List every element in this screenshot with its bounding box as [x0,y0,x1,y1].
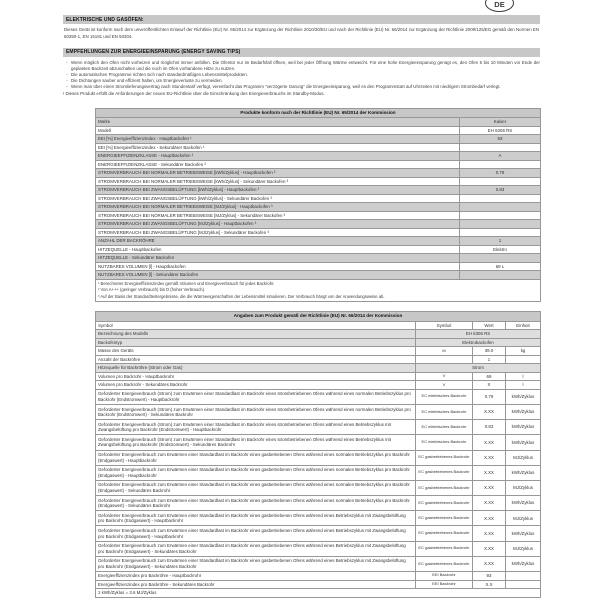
table1-row [96,135,541,144]
table1-label-cell: HITZEQUELLE - Sekundärer Backofen [96,254,460,263]
tip-item [63,60,540,72]
table-eu-65-2014 [95,108,541,302]
table2-label-cell: Geforderter Energieverbrauch (Strom) zum Erwärmen einer Standardlast im Backrohr eines strombetriebenen Ofens während eines normalen Betriebszyklus pro Backrohr (Endstromwert) - Sekundäres Backrohr [96,404,416,419]
table2-span-value-cell: EH 6306 RS [416,330,541,339]
table1-value-cell [460,271,541,280]
table1-value-cell [460,194,541,203]
table2-label-cell: Geforderter Energieverbrauch (Strom) zum Erwärmen einer Standardlast im Backrohr eines strombetriebenen Ofens während eines Betriebszyklus mit Zwangsbelüftung pro Backrohr (Endstromwert) - Hauptbackrohr [96,420,416,435]
table2-symbol-cell: EC gasbetriebenes Backrohr [416,511,473,526]
table2-row [96,381,541,390]
footnote: ³ Auf der Basis der Standardtestergebnisse, die die Wärmeeigenschaften der Lebensmittel simulieren. Der Verbrauch hängt von der Anwendungsweise ab. [98,293,385,299]
table2-unit-cell: MJ/Zyklus [506,450,541,465]
table2-span-value-cell: Elektrobackofen [416,338,541,347]
table2-unit-cell: kWh/Zyklus [506,435,541,450]
table1-value-cell: 93 [460,135,541,144]
table2-value-cell: X.XX [473,556,506,571]
table1-row [96,262,541,271]
table2-value-cell: 69 [473,372,506,381]
table2-row [96,496,541,511]
table2-value-cell: 0.83 [473,420,506,435]
table1-label-cell: STROMVERBRAUCH BEI NORMALER BETRIEBSWEISE [kWh/Zyklus] - Hauptbackofen ³ [96,169,460,178]
table2-label-cell: Volumen pro Backrohr - Hauptbackrohr [96,372,416,381]
standby-note: ! Dieses Produkt erfüllt die Anforderungen der neuen EU-Richtlinie über die Einschränkung des Energieverbrauchs im Standby-Modus. [63,91,325,97]
table2-symbol-cell: EC elektrisches Backrohr [416,435,473,450]
table2-value-cell: X.XX [473,450,506,465]
table1-label-cell: EEI [%] Energieeffizienzindex - Hauptbackofen ¹ [96,135,460,144]
table2-symbol-cell: EC gasbetriebenes Backrohr [416,465,473,480]
section-title-energy-saving-tips: EMPFEHLUNGEN ZUR ENERGIEEINSPARUNG (ENERGY SAVING TIPS) [63,48,540,57]
table1-row [96,169,541,178]
table1-row [96,160,541,169]
table1-row [96,143,541,152]
table1-value-cell [460,228,541,237]
table1-label-cell: ENERGIEEFFIZIENZKLASSE - Hauptbackofen ² [96,152,460,161]
energy-tips-list [63,60,540,90]
table1-value-cell [460,177,541,186]
table2-unit-cell: l [506,372,541,381]
table1-row [96,186,541,195]
table2-symbol-cell: M [416,347,473,356]
table1-row [96,271,541,280]
table2-label-cell: Geforderter Energieverbrauch zum Erwärmen einer Standardlast im Backrohr eines gasbetriebenen Ofens während eines Betriebszyklus mit Zwangsbelüftung pro Backrohr (Endgaswert) - Sekundäres Backrohr [96,541,416,556]
table2-footer-row [96,589,541,598]
table2-row [96,450,541,465]
table1-row [96,237,541,246]
table2-label-cell: Geforderter Energieverbrauch zum Erwärmen einer Standardlast im Backrohr eines gasbetriebenen Ofens während eines normalen Betriebszyklus pro Backrohr (Endgaswert) - Hauptbackrohr [96,450,416,465]
table1-label-cell: STROMVERBRAUCH BEI ZWANGSBELÜFTUNG [MJ/Zyklus] - Sekundärer Backofen ³ [96,228,460,237]
conformity-paragraph: Dieses Gerät ist konform nach dem unveröffentlichten Entwurf der Richtlinie (EU) Nr. 65/2014 zur Ergänzung der Richtlinie 2010/30/EU und nach der Richtlinie (EU) Nr. 66/2014 zur Ergänzung der Richtlinie 2009/125/EG gemäß den Normen EN 60350-1, EN 15181 und EN 50304. [64,27,539,39]
table2-symbol-cell: EC elektrisches Backrohr [416,420,473,435]
table2-value-cell: X.XX [473,511,506,526]
table2-label-cell: Anzahl der Backröhre [96,355,416,364]
table1-label-cell: NUTZBARES VOLUMEN [l] - Sekundärer Backofen [96,271,460,280]
table1-title: Produkte konform nach der Richtlinie (EU) Nr. 65/2014 der Kommission [96,108,541,118]
table1-footnotes-row [96,279,541,301]
table2-label-cell: Geforderter Energieverbrauch zum Erwärmen einer Standardlast im Backrohr eines gasbetriebenen Ofens während eines Betriebszyklus mit Zwangsbelüftung pro Backrohr (Endgaswert) - Hauptbackrohr [96,526,416,541]
table1-value-cell [460,143,541,152]
table2-span-value-cell: Strom [416,364,541,373]
table1-row [96,126,541,135]
table1-value-cell [460,203,541,212]
table2-value-cell: X.XX [473,541,506,556]
table1-label-cell: Marke [96,118,460,127]
table1-body [96,108,541,301]
dash-marker: - [66,72,68,78]
table2-symbol-cell [416,355,473,364]
table2-header-cell: Symbol [96,321,416,330]
table1-label-cell: EEI [%] Energieeffizienzindex - Sekundärer Backofen ¹ [96,143,460,152]
table2-symbol-cell: EC gasbetriebenes Backrohr [416,556,473,571]
dash-marker: - [66,60,68,66]
table2-symbol-cell: EC gasbetriebenes Backrohr [416,450,473,465]
table2-body [96,311,541,597]
table1-label-cell: STROMVERBRAUCH BEI ZWANGSBELÜFTUNG [kWh/Zyklus] - Sekundärer Backofen ³ [96,194,460,203]
table1-label-cell: ENERGIEEFFIZIENZKLASSE - Sekundärer Backofen ² [96,160,460,169]
footnote: ² Von A+++ (geringer Verbrauch) bis D (hoher Verbrauch). [98,287,206,293]
table2-unit-cell: l [506,381,541,390]
table1-row [96,152,541,161]
table2-symbol-cell: EC elektrisches Backrohr [416,389,473,404]
table2-unit-cell: kWh/Zyklus [506,526,541,541]
table1-row [96,254,541,263]
table2-row [96,404,541,419]
table2-unit-cell: kg [506,347,541,356]
table2-value-cell: X.XX [473,404,506,419]
table2-header-cell: Einheit [506,321,541,330]
table2-value-cell: X.XX [473,435,506,450]
table2-label-cell: Bezeichnung des Modells [96,330,416,339]
table2-row [96,580,541,589]
table1-label-cell: Modell [96,126,460,135]
table2-unit-cell [506,355,541,364]
footnote: ¹ Berechneter Energieeffizienzindex gemäß Volumen und Energieverbrauch für jedes Backrohr. [98,280,275,286]
table2-value-cell: X.XX [473,480,506,495]
table2-symbol-cell: EC gasbetriebenes Backrohr [416,526,473,541]
table1-value-cell: 1 [460,237,541,246]
tip-text: Wenn möglich den Ofen nicht vorheizen und möglichst immer anfüllen. Die Ofentür nur im Bedarfsfall öffnen, weil bei jeder Öffnung Wärme entweicht. Für eine hohe Energieeinsparung genügt es, den Ofen 5 bis 10 Minuten vor Ende der geplanten Backzeit abzuschalten und die noch im Ofen vorhandene Hitze zu nutzen. [71,60,540,72]
table2-header-cell: Symbol [416,321,473,330]
table2-value-cell: X.XX [473,465,506,480]
table1-value-cell [460,211,541,220]
table1-value-cell [460,160,541,169]
table1-label-cell: NUTZBARES VOLUMEN [l] - Hauptbackofen [96,262,460,271]
table2-unit-cell: kWh/Zyklus [506,556,541,571]
table2-row [96,435,541,450]
table1-label-cell: ANZAHL DER BACKRÖHRE [96,237,460,246]
language-badge: DE [485,0,514,12]
table2-unit-cell: kWh/Zyklus [506,389,541,404]
table2-label-cell: Backofentyp [96,338,416,347]
table1-value-cell [460,220,541,229]
table2-label-cell: Geforderter Energieverbrauch zum Erwärmen einer Standardlast im Backrohr eines gasbetriebenen Ofens während eines normalen Betriebszyklus pro Backrohr (Endgaswert) - Hauptbackrohr [96,465,416,480]
table2-row [96,364,541,373]
table2-symbol-cell: EC elektrisches Backrohr [416,404,473,419]
table2-unit-cell [506,572,541,581]
table1-footnotes-cell [96,279,541,301]
table2-symbol-cell: EC gasbetriebenes Backrohr [416,480,473,495]
table2-unit-cell: MJ/Zyklus [506,541,541,556]
table1-label-cell: STROMVERBRAUCH BEI ZWANGSBELÜFTUNG [MJ/Zyklus] - Hauptbackofen ³ [96,220,460,229]
table2-title-row [96,311,541,321]
table2-footer-cell: 1 kWh/Zyklus = 3.6 MJ/Zyklus [96,589,541,598]
table2-header-cell: Wert [473,321,506,330]
table2-label-cell: Hitzequelle für Backröhre (Strom oder Gas) [96,364,416,373]
table2-label-cell: Geforderter Energieverbrauch zum Erwärmen einer Standardlast im Backrohr eines gasbetriebenen Ofens während eines Betriebszyklus mit Zwangsbelüftung pro Backrohr (Endgaswert) - Hauptbackrohr [96,511,416,526]
table1-row [96,211,541,220]
table2-row [96,465,541,480]
table1-row [96,177,541,186]
table1-value-cell: 0.83 [460,186,541,195]
table2-unit-cell: kWh/Zyklus [506,465,541,480]
dash-marker: - [66,78,68,83]
table2-value-cell: 93 [473,572,506,581]
tip-item [63,84,540,90]
table1-label-cell: STROMVERBRAUCH BEI ZWANGSBELÜFTUNG [kWh/Zyklus] - Hauptbackofen ³ [96,186,460,195]
table2-unit-cell: MJ/Zyklus [506,480,541,495]
table1-value-cell: Elektro [460,245,541,254]
table1-row [96,194,541,203]
section-title-electric-gas-ovens: ELEKTRISCHE UND GASÖFEN: [63,15,540,24]
tip-text: Die automatischen Programme richten sich nach standardmäßigen Lebensmittelprodukten. [71,72,248,78]
table2-label-cell: Geforderter Energieverbrauch zum Erwärmen einer Standardlast im Backrohr eines gasbetriebenen Ofens während eines normalen Betriebszyklus pro Backrohr (Endgaswert) - Sekundäres Backrohr [96,496,416,511]
dash-marker: - [66,83,68,89]
table1-label-cell: STROMVERBRAUCH BEI NORMALER BETRIEBSWEISE [MJ/Zyklus] - Sekundärer Backofen ³ [96,211,460,220]
table2-value-cell: 39.0 [473,347,506,356]
table2-label-cell: Energieeffizienzindex pro Backröhre - Sekundäres Backrohr [96,580,416,589]
table2-row [96,572,541,581]
table2-value-cell: 1 [473,355,506,364]
table1-row [96,228,541,237]
table1-label-cell: STROMVERBRAUCH BEI NORMALER BETRIEBSWEISE [kWh/Zyklus] - Sekundärer Backofen ³ [96,177,460,186]
table2-value-cell: X.XX [473,526,506,541]
table2-row [96,347,541,356]
table2-row [96,372,541,381]
table2-value-cell: X [473,381,506,390]
table-eu-66-2014 [95,311,541,598]
table2-symbol-cell: EEI Backrohr [416,572,473,581]
table1-title-row [96,108,541,118]
table2-label-cell: Geforderter Energieverbrauch zum Erwärmen einer Standardlast im Backrohr eines gasbetriebenen Ofens während eines normalen Betriebszyklus pro Backrohr (Endgaswert) - Sekundäres Backrohr [96,480,416,495]
table1-label-cell: HITZEQUELLE - Hauptbackofen [96,245,460,254]
table2-row [96,389,541,404]
table1-row [96,203,541,212]
table2-value-cell: X.X [473,580,506,589]
table1-value-cell: Kaiser [460,118,541,127]
table2-symbol-cell: V [416,381,473,390]
table2-label-cell: Geforderter Energieverbrauch zum Erwärmen einer Standardlast im Backrohr eines gasbetriebenen Ofens während eines Betriebszyklus mit Zwangsbelüftung pro Backrohr (Endgaswert) - Sekundäres Backrohr [96,556,416,571]
table2-value-cell: X.XX [473,496,506,511]
table2-label-cell: Geforderter Energieverbrauch (Strom) zum Erwärmen einer Standardlast im Backrohr eines strombetriebenen Ofens während eines normalen Betriebszyklus pro Backrohr (Endstromwert) - Hauptbackrohr [96,389,416,404]
table2-value-cell: 0.79 [473,389,506,404]
table2-row [96,355,541,364]
table1-value-cell: A [460,152,541,161]
table1-label-cell: STROMVERBRAUCH BEI NORMALER BETRIEBSWEISE [MJ/Zyklus] - Hauptbackofen ³ [96,203,460,212]
table2-unit-cell: kWh/Zyklus [506,404,541,419]
table2-label-cell: Volumen pro Backrohr - Sekundäres Backrohr [96,381,416,390]
table2-unit-cell: MJ/Zyklus [506,511,541,526]
table2-symbol-cell: EEI Backrohr [416,580,473,589]
table2-symbol-cell: EC gasbetriebenes Backrohr [416,496,473,511]
table2-row [96,556,541,571]
table2-label-cell: Masse des Geräts [96,347,416,356]
tip-text: Die Dichtungen sauber und effizient halten, um Energieverluste zu vermeiden. [71,78,223,83]
table1-value-cell: EH 6306 RS [460,126,541,135]
table1-value-cell: 0.79 [460,169,541,178]
table2-row [96,480,541,495]
table2-unit-cell [506,580,541,589]
table2-row [96,338,541,347]
table2-unit-cell: kWh/Zyklus [506,420,541,435]
table2-row [96,526,541,541]
table1-value-cell: 69 L [460,262,541,271]
table2-label-cell: Geforderter Energieverbrauch (Strom) zum Erwärmen einer Standardlast im Backrohr eines strombetriebenen Ofens während eines Betriebszyklus mit Zwangsbelüftung pro Backrohr (Endstromwert) - Sekundäres Backrohr [96,435,416,450]
tip-text: Wenn man über einen Stromlieferungsvertrag nach Stundentarif verfügt, vereinfacht das Programm "verzögerte Garung" die Energieeinsparung, weil es den Programmstart auf Uhrzeiten mit niedrigem Strombedarf verlegt. [71,83,501,89]
table1-value-cell [460,254,541,263]
table2-header-row [96,321,541,330]
table2-title: Angaben zum Produkt gemäß der Richtlinie (EU) Nr. 66/2014 der Kommission [96,311,541,321]
table2-row [96,420,541,435]
table2-unit-cell: kWh/Zyklus [506,496,541,511]
table1-row [96,118,541,127]
table2-row [96,330,541,339]
table2-row [96,511,541,526]
table1-row [96,245,541,254]
page-content [63,0,540,598]
table2-symbol-cell: V [416,372,473,381]
table2-label-cell: Energieeffizienzindex pro Backröhre - Hauptbackrohr [96,572,416,581]
table1-row [96,220,541,229]
table2-symbol-cell: EC gasbetriebenes Backrohr [416,541,473,556]
table2-row [96,541,541,556]
